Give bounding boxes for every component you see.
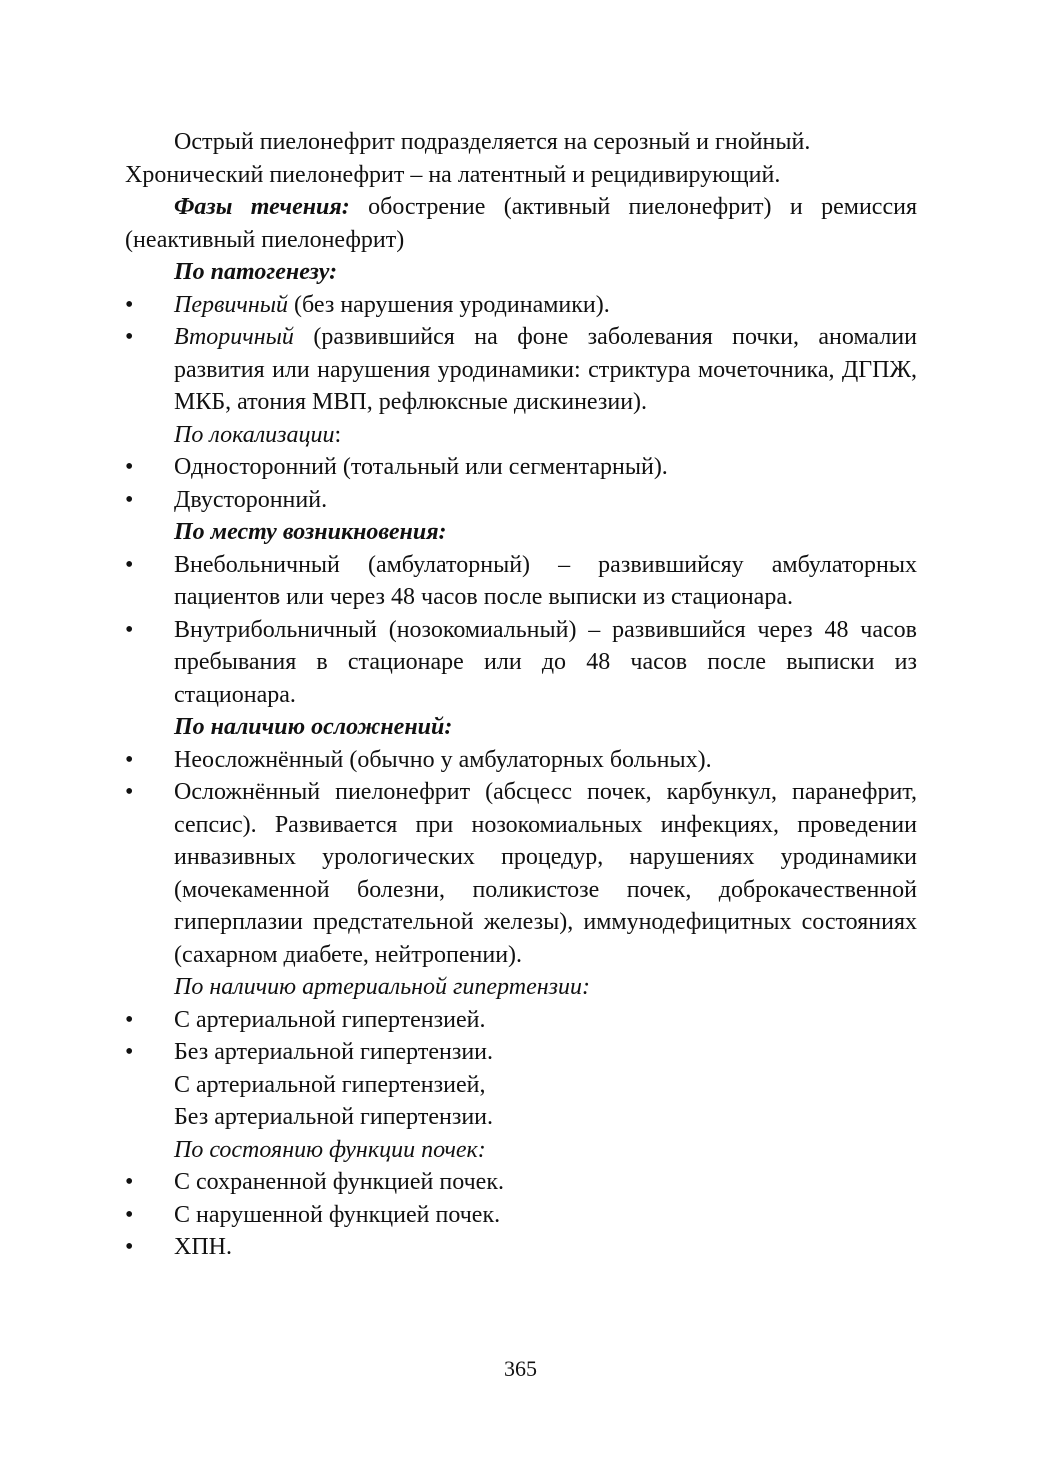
list-item [125,549,917,614]
plain-line: Без артериальной гипертензии. [174,1104,494,1130]
item-text: Односторонний (тотальный или сегментарный). [174,454,668,480]
item-text: С нарушенной функцией почек. [174,1201,501,1228]
item-text: (развившийся на фоне заболевания почки, аномалии развития или нарушения уродинамики: стриктура мочеточника, ДГПЖ, МКБ, атония МВП, рефлюксные дискинезии). [174,324,917,415]
bullet-marker: • [125,486,134,513]
item-text: Внебольничный (амбулаторный) – развившийсяу амбулаторных пациентов или через 48 часов после выписки из стационара. [174,551,917,610]
item-text: Двусторонний. [174,486,328,513]
bullet-marker: • [125,1169,134,1195]
phases-label: Фазы течения: [174,194,350,220]
item-text: С артериальной гипертензией. [174,1006,486,1033]
item-lead: Вторичный [174,324,294,350]
list-kidney-function [125,1166,917,1264]
bullet-marker: • [125,779,134,805]
bullet-marker: • [125,324,134,350]
list-item [125,744,917,777]
item-text: ХПН. [174,1234,232,1260]
list-origin [125,549,917,712]
bullet-marker: • [125,616,134,643]
heading-hypertension: По наличию артериальной гипертензии: [174,974,590,1000]
paragraph-chronic-types [125,159,917,192]
paragraph-phases [125,191,917,256]
list-item [125,614,917,712]
item-text: Неосложнённый (обычно у амбулаторных больных). [174,746,712,773]
bullet-marker: • [125,1039,134,1065]
item-text: Осложнённый пиелонефрит (абсцесс почек, карбункул, паранефрит, сепсис). Развивается при нозокомиальных инфекциях, проведении инвазивных урологических процедур, нарушениях уродинамики (мочекаменной болезни, поликистозе почек, доброкачественной гиперплазии предстательной железы), иммунодефицитных состояниях (сахарном диабете, нейтропении). [174,779,917,968]
heading-complications: По наличию осложнений: [174,714,453,740]
paragraph-text: Острый пиелонефрит подразделяется на серозный и гнойный. [174,129,811,155]
bullet-marker: • [125,454,134,480]
list-item [125,1199,917,1232]
list-item [125,484,917,517]
page-content [125,126,917,1264]
bullet-marker: • [125,1006,134,1033]
item-text: С сохраненной функцией почек. [174,1169,504,1195]
phases-text: обострение (активный пиелонефрит) и ремиссия (неактивный пиелонефрит) [125,194,917,253]
list-item [125,1036,917,1069]
paragraph-acute-types [125,126,917,159]
list-item [125,776,917,971]
heading-localization [125,419,917,452]
bullet-marker: • [125,291,134,318]
list-item [125,289,917,322]
list-hypertension [125,1004,917,1069]
bullet-marker: • [125,551,134,578]
bullet-marker: • [125,1234,134,1260]
page-number: 365 [504,1356,537,1381]
list-pathogenesis [125,289,917,419]
plain-line: С артериальной гипертензией, [174,1071,486,1098]
item-text: Без артериальной гипертензии. [174,1039,494,1065]
heading-colon: : [334,421,342,448]
list-localization [125,451,917,516]
heading-pathogenesis: По патогенезу: [174,259,338,285]
list-item [125,1231,917,1264]
heading-origin: По месту возникновения: [174,519,447,545]
list-complications [125,744,917,972]
item-lead: Первичный [174,291,289,318]
bullet-marker: • [125,1201,134,1228]
list-item [125,321,917,419]
paragraph-text: Хронический пиелонефрит – на латентный и рецидивирующий. [125,161,781,188]
heading-kidney-function: По состоянию функции почек: [174,1136,486,1163]
item-text: (без нарушения уродинамики). [288,291,610,318]
heading-text: По локализации [174,421,335,448]
bullet-marker: • [125,746,134,773]
list-item [125,1004,917,1037]
item-text: Внутрибольничный (нозокомиальный) – развившийся через 48 часов пребывания в стационаре или до 48 часов после выписки из стационара. [174,616,917,708]
list-item [125,451,917,484]
list-item [125,1166,917,1199]
